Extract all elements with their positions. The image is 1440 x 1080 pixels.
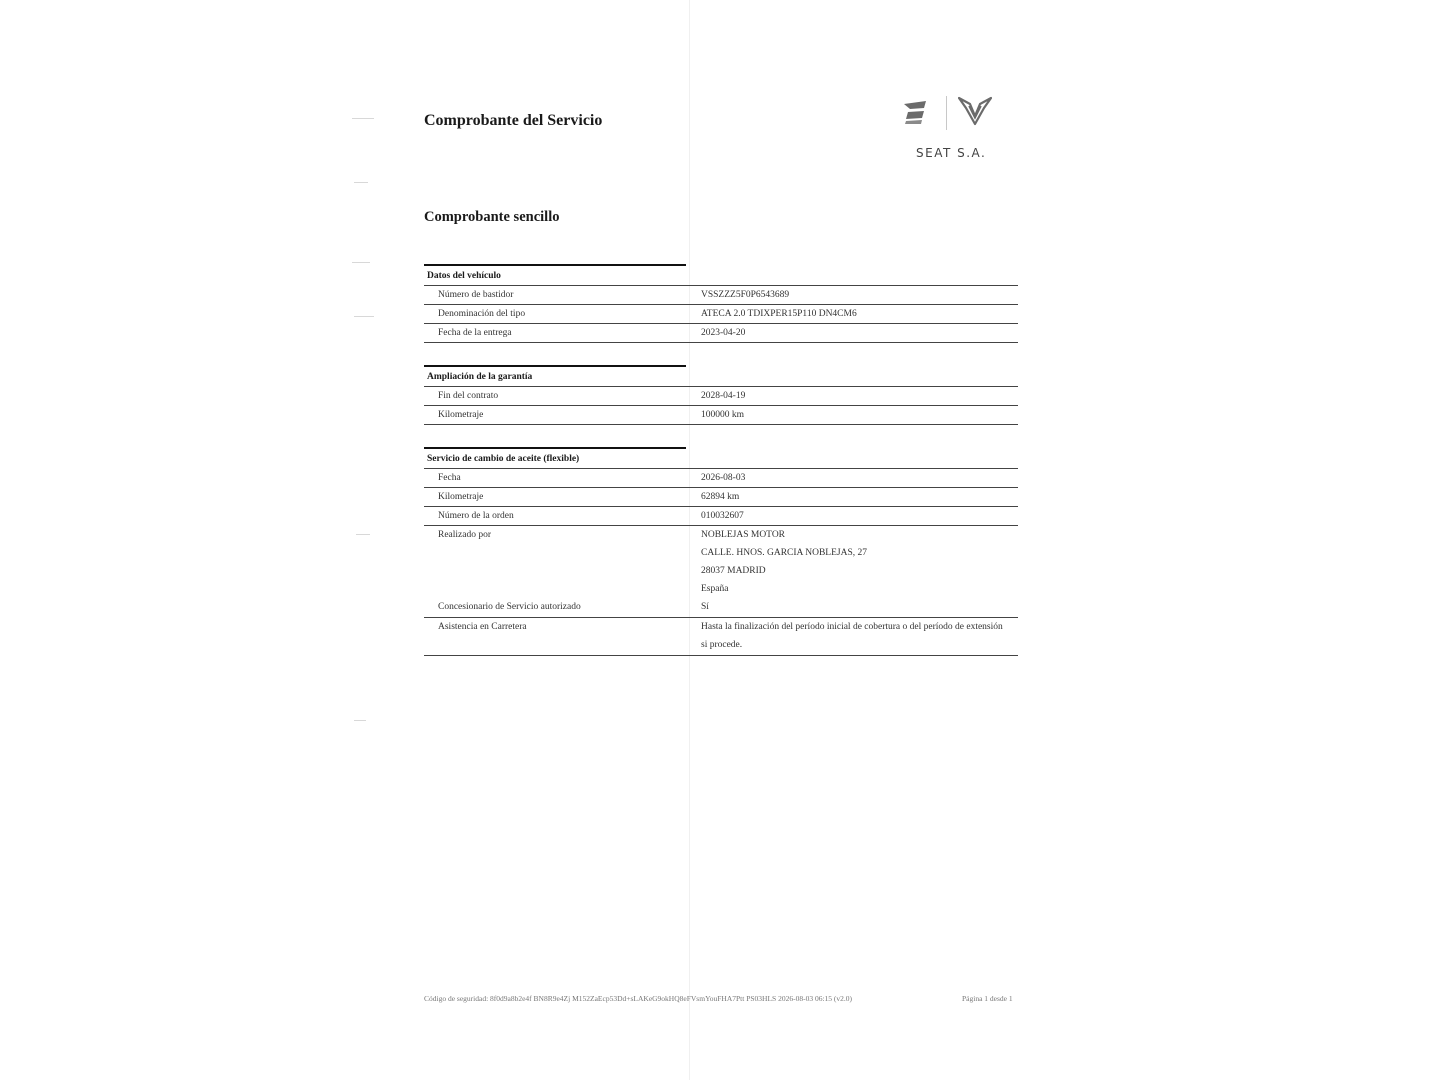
roadside-text-line: si procede.: [701, 640, 743, 650]
company-name: SEAT S.A.: [916, 146, 987, 160]
page-number: Página 1 desde 1: [962, 994, 1013, 1003]
row-label: Fecha de la entrega: [438, 328, 512, 338]
vehicle-section: [424, 264, 1018, 343]
row-label: Fecha: [438, 473, 461, 483]
row-value: VSSZZZ5F0P6543689: [701, 290, 790, 300]
row-value: 2028-04-19: [701, 391, 746, 401]
warranty-section: [424, 365, 1018, 425]
document-subtitle: Comprobante sencillo: [424, 209, 560, 225]
table-row: [424, 405, 1018, 425]
table-row: [424, 285, 1018, 304]
table-row: [424, 323, 1018, 343]
scan-speck: [354, 720, 366, 721]
scan-speck: [352, 262, 370, 263]
dealer-country: España: [701, 584, 729, 594]
performed-by-row: [424, 525, 1018, 617]
section-heading: [424, 447, 686, 468]
row-value: 62894 km: [701, 492, 740, 502]
row-label: Concesionario de Servicio autorizado: [438, 602, 581, 612]
row-value: 010032607: [701, 511, 744, 521]
security-code: Código de seguridad: 8f0d9a8b2e4f BN8R9e4Zj M152ZaEcp53Dd+sLAKeG9okHQ8eFVsmYouFHA7Ptt PS03HLS 2026-08-03 06:15 (v2.0): [424, 994, 853, 1003]
vehicle-heading: Datos del vehículo: [427, 271, 501, 281]
section-heading: [424, 365, 686, 386]
oil-service-section: [424, 447, 1018, 656]
row-value: 100000 km: [701, 410, 745, 420]
row-value: 2023-04-20: [701, 328, 746, 338]
row-label: Número de bastidor: [438, 290, 514, 300]
table-row: [424, 386, 1018, 405]
row-label: Asistencia en Carretera: [438, 622, 527, 632]
row-label: Número de la orden: [438, 511, 514, 521]
row-label: Kilometraje: [438, 492, 484, 502]
row-value: ATECA 2.0 TDIXPER15P110 DN4CM6: [701, 309, 857, 319]
roadside-row: [424, 617, 1018, 656]
table-row: [424, 304, 1018, 323]
table-row: [424, 506, 1018, 525]
scan-speck: [356, 534, 370, 535]
document-title: Comprobante del Servicio: [424, 112, 603, 129]
dealer-street: CALLE. HNOS. GARCIA NOBLEJAS, 27: [701, 548, 867, 558]
row-label: Fin del contrato: [438, 391, 499, 401]
scan-speck: [354, 316, 374, 317]
row-label: Denominación del tipo: [438, 309, 526, 319]
row-label: Realizado por: [438, 530, 492, 540]
row-label: Kilometraje: [438, 410, 484, 420]
seat-logo-icon: [902, 98, 930, 126]
table-row: [424, 487, 1018, 506]
scan-speck: [354, 182, 368, 183]
cupra-logo-icon: [958, 96, 992, 126]
brand-logos: [896, 94, 1000, 164]
table-row: [424, 468, 1018, 487]
logo-separator: [946, 96, 947, 130]
roadside-text-line: Hasta la finalización del período inicial de cobertura o del período de extensión: [701, 622, 1003, 632]
row-value: Sí: [701, 602, 709, 612]
section-heading: [424, 264, 686, 285]
warranty-heading: Ampliación de la garantía: [427, 372, 533, 382]
dealer-city: 28037 MADRID: [701, 566, 766, 576]
row-value: 2026-08-03: [701, 473, 746, 483]
scan-speck: [352, 118, 374, 119]
dealer-name: NOBLEJAS MOTOR: [701, 530, 786, 540]
oil-service-heading: Servicio de cambio de aceite (flexible): [427, 454, 580, 464]
